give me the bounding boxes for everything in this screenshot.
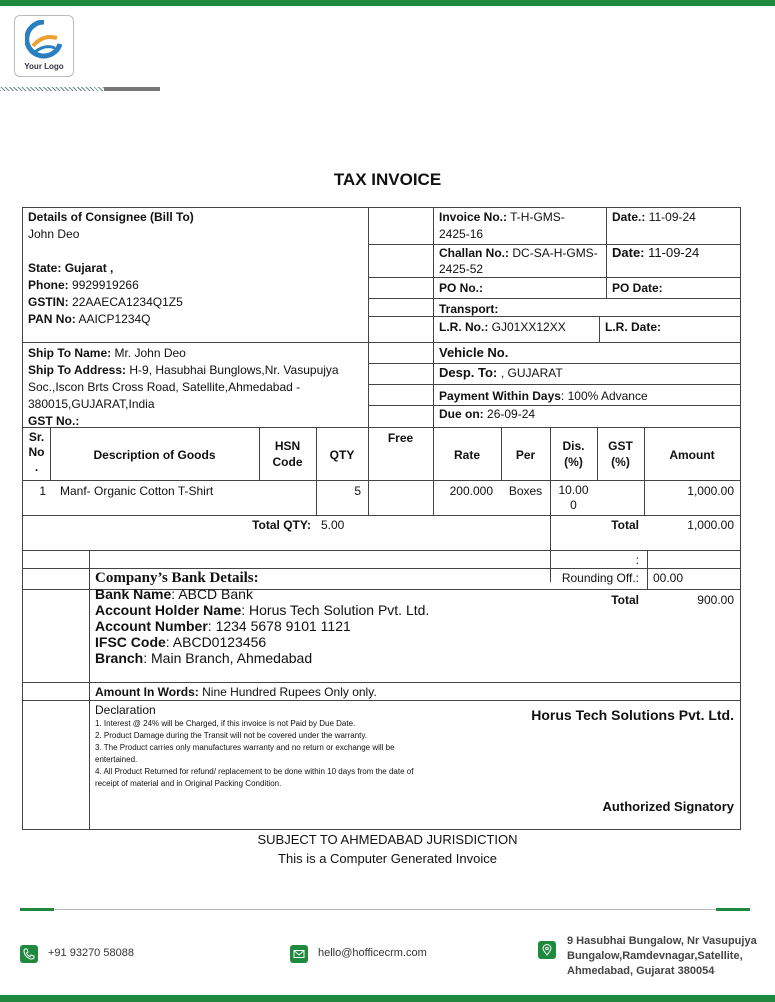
invoice-number: Invoice No.: T-H-GMS-: [439, 210, 565, 224]
consignee-phone: Phone: 9929919266: [28, 278, 139, 292]
grand-total-label: Total: [611, 593, 639, 607]
header-divider: [104, 87, 160, 91]
item-amount: 1,000.00: [687, 484, 734, 498]
challan-number: Challan No.: DC-SA-H-GMS-: [439, 246, 598, 260]
rounding-off-label: Rounding Off.:: [561, 571, 639, 585]
total-qty-label: Total QTY:: [252, 518, 311, 532]
item-rate: 200.000: [449, 484, 493, 498]
po-date: PO Date:: [612, 281, 663, 295]
item-discount: 10.00 0: [558, 483, 589, 512]
declaration-line: 2. Product Damage during the Transit will not be covered under the warranty.: [95, 731, 367, 740]
ship-gst-number: GST No.:: [28, 414, 80, 428]
bottom-accent-bar: [0, 995, 775, 1002]
computer-generated-note: This is a Computer Generated Invoice: [278, 851, 497, 866]
col-sr-no: Sr. No .: [28, 430, 45, 474]
invoice-table: [22, 207, 741, 830]
ship-to-address-line2: Soc.,Iscon Brts Cross Road, Satellite,Ahmedabad -: [28, 380, 301, 394]
item-per: Boxes: [508, 484, 543, 498]
due-date: Due on: 26-09-24: [439, 407, 536, 421]
declaration-line: receipt of material and in Original Packing Condition.: [95, 779, 282, 788]
company-logo: [14, 15, 74, 77]
consignee-heading: Details of Consignee (Bill To): [28, 210, 194, 224]
item-description: Manf- Organic Cotton T-Shirt: [60, 484, 214, 498]
payment-terms: Payment Within Days: 100% Advance: [439, 389, 648, 403]
lr-date: L.R. Date:: [605, 320, 662, 334]
ifsc-code: IFSC Code: ABCD0123456: [95, 634, 267, 650]
challan-date: Date: 11-09-24: [612, 245, 700, 260]
header-hatch-divider: [0, 87, 104, 91]
item-qty: 5: [354, 484, 361, 498]
ship-to-address: Ship To Address: H-9, Hasubhai Bunglows,Nr. Vasupujya: [28, 363, 339, 377]
footer-divider: [20, 909, 750, 910]
col-description: Description of Goods: [93, 448, 216, 462]
col-hsn-code: HSN Code: [272, 439, 303, 469]
ship-to-name: Ship To Name: Mr. John Deo: [28, 346, 186, 360]
logo-swirl-icon: [25, 20, 63, 60]
col-gst: GST (%): [608, 439, 633, 469]
jurisdiction-note: SUBJECT TO AHMEDABAD JURISDICTION: [257, 832, 518, 847]
total-label: Total: [611, 518, 639, 532]
amount-in-words: Amount In Words: Nine Hundred Rupees Only only.: [95, 685, 377, 699]
account-holder: Account Holder Name: Horus Tech Solution Pvt. Ltd.: [95, 602, 430, 618]
declaration-heading: Declaration: [95, 703, 156, 717]
po-number: PO No.:: [439, 281, 483, 295]
invoice-date: Date.: 11-09-24: [612, 210, 696, 224]
footer-accent-left: [20, 908, 54, 911]
top-accent-bar: [0, 0, 775, 6]
bank-branch: Branch: Main Branch, Ahmedabad: [95, 650, 313, 666]
total-value: 1,000.00: [687, 518, 734, 532]
document-title: TAX INVOICE: [333, 170, 442, 189]
bank-name: Bank Name: ABCD Bank: [95, 586, 253, 602]
challan-number-cont: 2425-52: [439, 262, 484, 276]
email-icon: [290, 945, 308, 963]
subtotal-separator: :: [635, 553, 639, 567]
account-number: Account Number: 1234 5678 9101 1121: [95, 618, 351, 634]
declaration-line: 1. Interest @ 24% will be Charged, if this invoice is not Paid by Due Date.: [95, 719, 356, 728]
ship-to-address-line3: 380015,GUJARAT,India: [28, 397, 155, 411]
vehicle-number: Vehicle No.: [439, 345, 509, 360]
col-discount: Dis. (%): [562, 439, 585, 469]
phone-icon: [20, 945, 38, 963]
authorized-signatory: Authorized Signatory: [602, 799, 734, 814]
footer-phone[interactable]: +91 93270 58088: [48, 947, 134, 959]
col-amount: Amount: [669, 448, 715, 462]
footer-accent-right: [716, 908, 750, 911]
consignee-pan: PAN No: AAICP1234Q: [28, 312, 151, 326]
footer-email[interactable]: hello@hofficecrm.com: [318, 947, 427, 959]
col-rate: Rate: [453, 448, 480, 462]
grand-total-value: 900.00: [697, 593, 734, 607]
transport: Transport:: [439, 302, 499, 316]
consignee-name: John Deo: [28, 227, 80, 241]
consignee-state: State: Gujarat ,: [28, 261, 114, 275]
declaration-line: entertained.: [95, 755, 138, 764]
rounding-off-value: 00.00: [653, 571, 684, 585]
location-icon: [538, 941, 556, 959]
col-free: Free: [387, 431, 414, 445]
col-qty: QTY: [329, 448, 355, 462]
lr-number: L.R. No.: GJ01XX12XX: [439, 320, 566, 334]
bank-details-heading: Company’s Bank Details:: [95, 570, 259, 586]
declaration-line: 3. The Product carries only manufactures warranty and no return or exchange will be: [95, 743, 395, 752]
invoice-number-cont: 2425-16: [439, 227, 484, 241]
total-qty-value: 5.00: [321, 518, 345, 532]
col-per: Per: [515, 448, 536, 462]
logo-text: Your Logo: [24, 62, 64, 71]
consignee-gstin: GSTIN: 22AAECA1234Q1Z5: [28, 295, 183, 309]
item-sr: 1: [39, 484, 46, 498]
company-name: Horus Tech Solutions Pvt. Ltd.: [531, 707, 734, 723]
footer-address: 9 Hasubhai Bungalow, Nr Vasupujya Bungalow,Ramdevnagar,Satellite, Ahmedabad, Gujarat 380054: [567, 935, 757, 977]
despatched-to: Desp. To: , GUJARAT: [439, 365, 563, 380]
declaration-line: 4. All Product Returned for refund/ replacement to be done within 10 days from the date of: [95, 767, 414, 776]
